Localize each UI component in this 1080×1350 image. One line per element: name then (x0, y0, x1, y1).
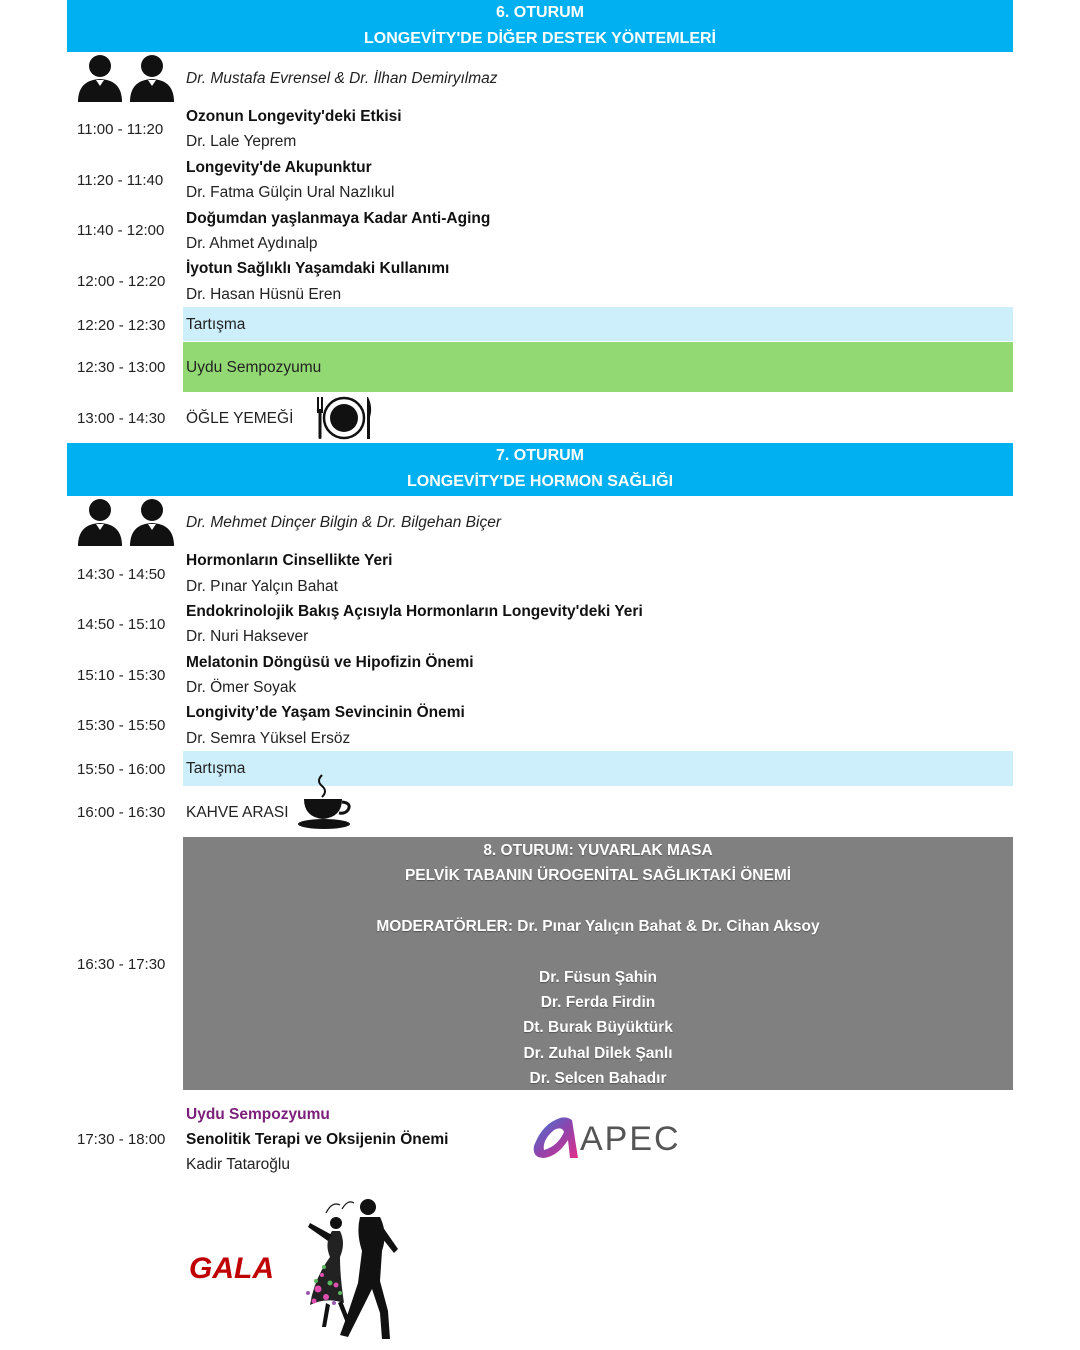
discussion-label: Tartışma (186, 316, 246, 333)
talk-time: 14:50 - 15:10 (77, 616, 166, 633)
satellite2-title: Senolitik Terapi ve Oksijenin Önemi (186, 1131, 449, 1148)
talk-time: 11:20 - 11:40 (77, 172, 164, 189)
roundtable-moderators: MODERATÖRLER: Dr. Pınar Yalıçın Bahat & Dr. Cihan Aksoy (376, 918, 820, 935)
talk-title: Longivity’de Yaşam Sevincinin Önemi (186, 704, 465, 721)
talk-title: Doğumdan yaşlanmaya Kadar Anti-Aging (186, 210, 491, 227)
talk-time: 15:10 - 15:30 (77, 667, 166, 684)
session6-title: LONGEVİTY'DE DİĞER DESTEK YÖNTEMLERİ (364, 30, 716, 47)
satellite-label: Uydu Sempozyumu (186, 359, 322, 376)
roundtable-title: PELVİK TABANIN ÜROGENİTAL SAĞLIKTAKİ ÖNEMİ (404, 867, 792, 884)
talk-title: Longevity'de Akupunktur (186, 159, 372, 176)
people-icon (76, 496, 176, 548)
session7-title: LONGEVİTY'DE HORMON SAĞLIĞI (406, 473, 674, 490)
dancers-icon (296, 1193, 406, 1343)
lunch-label: ÖĞLE YEMEĞİ (186, 410, 294, 427)
session6-number: 6. OTURUM (496, 4, 584, 21)
discussion-label: Tartışma (186, 760, 246, 777)
talk-title: Endokrinolojik Bakış Açısıyla Hormonların Longevity'deki Yeri (186, 603, 643, 620)
talk-speaker: Dr. Nuri Haksever (186, 628, 309, 645)
talk-time: 12:00 - 12:20 (77, 273, 166, 290)
talk-time: 15:30 - 15:50 (77, 717, 166, 734)
satellite2-time: 17:30 - 18:00 (77, 1131, 166, 1148)
talk-time: 14:30 - 14:50 (77, 566, 166, 583)
panelist: Dr. Selcen Bahadır (529, 1070, 667, 1087)
panelist: Dt. Burak Büyüktürk (523, 1019, 673, 1036)
talk-speaker: Dr. Ahmet Aydınalp (186, 235, 318, 252)
panelist: Dr. Füsun Şahin (539, 969, 657, 986)
lunch-time: 13:00 - 14:30 (77, 410, 166, 427)
discussion-time: 12:20 - 12:30 (77, 317, 166, 334)
apec-logo-mark-icon (530, 1116, 582, 1162)
coffee-label: KAHVE ARASI (186, 804, 289, 821)
satellite2-speaker: Kadir Tataroğlu (186, 1156, 290, 1173)
coffee-time: 16:00 - 16:30 (77, 804, 166, 821)
apec-logo (530, 1116, 700, 1162)
apec-logo-text: APEC (580, 1120, 681, 1158)
talk-speaker: Dr. Semra Yüksel Ersöz (186, 730, 351, 747)
talk-speaker: Dr. Pınar Yalçın Bahat (186, 578, 338, 595)
session6-chairs: Dr. Mustafa Evrensel & Dr. İlhan Demiryılmaz (186, 70, 498, 87)
talk-title: Ozonun Longevity'deki Etkisi (186, 108, 402, 125)
people-icon (76, 52, 176, 104)
satellite-time: 12:30 - 13:00 (77, 359, 166, 376)
satellite2-label: Uydu Sempozyumu (186, 1106, 330, 1123)
discussion-time: 15:50 - 16:00 (77, 761, 166, 778)
roundtable-box (183, 837, 1013, 1090)
session6-header (67, 0, 1013, 52)
talk-title: Hormonların Cinsellikte Yeri (186, 552, 393, 569)
session7-chairs: Dr. Mehmet Dinçer Bilgin & Dr. Bilgehan Biçer (186, 514, 501, 531)
session7-header (67, 443, 1013, 496)
talk-time: 11:40 - 12:00 (77, 222, 165, 239)
roundtable-time: 16:30 - 17:30 (77, 956, 166, 973)
talk-speaker: Dr. Ömer Soyak (186, 679, 297, 696)
talk-speaker: Dr. Lale Yeprem (186, 133, 297, 150)
plate-cutlery-icon (314, 395, 374, 441)
talk-speaker: Dr. Hasan Hüsnü Eren (186, 286, 342, 303)
roundtable-heading: 8. OTURUM: YUVARLAK MASA (483, 842, 713, 859)
panelist: Dr. Ferda Firdin (540, 994, 656, 1011)
talk-speaker: Dr. Fatma Gülçin Ural Nazlıkul (186, 184, 395, 201)
talk-time: 11:00 - 11:20 (77, 121, 164, 138)
talk-title: Melatonin Döngüsü ve Hipofizin Önemi (186, 654, 474, 671)
session7-number: 7. OTURUM (496, 447, 584, 464)
talk-title: İyotun Sağlıklı Yaşamdaki Kullanımı (186, 260, 450, 277)
coffee-cup-icon (296, 773, 356, 831)
panelist: Dr. Zuhal Dilek Şanlı (523, 1045, 673, 1062)
gala-label: GALA (189, 1252, 274, 1285)
discussion-highlight (183, 307, 1013, 341)
